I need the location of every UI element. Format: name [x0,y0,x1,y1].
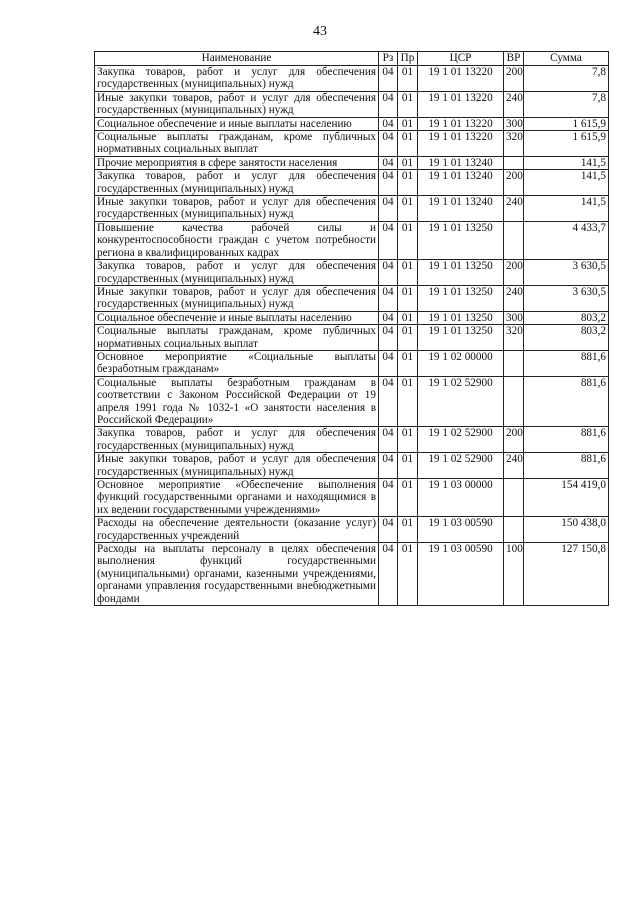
cell-csr: 19 1 02 52900 [418,427,504,453]
cell-name: Расходы на обеспечение деятельности (оказание услуг) государственных учреждений [95,517,379,543]
cell-csr: 19 1 01 13220 [418,117,504,130]
cell-name: Расходы на выплаты персоналу в целях обеспечения выполнения функций государственными (муниципальными) органами, казенными учреждениями, органами управления государственными внебюджетными фондами [95,543,379,606]
cell-vr: 240 [504,196,524,222]
cell-csr: 19 1 01 13220 [418,66,504,92]
cell-name: Социальные выплаты безработным гражданам в соответствии с Законом Российской Федерации от 19 апреля 1991 года № 1032-1 «О занятости населения в Российской Федерации» [95,376,379,427]
cell-vr [504,479,524,517]
cell-pr: 01 [398,376,418,427]
cell-vr: 200 [504,66,524,92]
cell-name: Закупка товаров, работ и услуг для обеспечения государственных (муниципальных) нужд [95,170,379,196]
cell-vr: 320 [504,131,524,157]
cell-sum: 141,5 [524,156,609,169]
cell-csr: 19 1 01 13220 [418,131,504,157]
cell-sum: 150 438,0 [524,517,609,543]
cell-name: Закупка товаров, работ и услуг для обеспечения государственных (муниципальных) нужд [95,66,379,92]
cell-pr: 01 [398,91,418,117]
cell-name: Социальное обеспечение и иные выплаты населению [95,117,379,130]
cell-rz: 04 [379,427,398,453]
header-pr: Пр [398,52,418,66]
cell-csr: 19 1 01 13250 [418,311,504,324]
cell-csr: 19 1 01 13250 [418,221,504,259]
table-row [95,117,609,130]
cell-pr: 01 [398,170,418,196]
cell-vr: 200 [504,170,524,196]
cell-vr: 200 [504,427,524,453]
cell-pr: 01 [398,221,418,259]
table-row [95,221,609,259]
cell-sum: 881,6 [524,376,609,427]
cell-name: Иные закупки товаров, работ и услуг для обеспечения государственных (муниципальных) нужд [95,196,379,222]
cell-rz: 04 [379,170,398,196]
table-row [95,285,609,311]
cell-sum: 141,5 [524,196,609,222]
cell-sum: 127 150,8 [524,543,609,606]
cell-name: Иные закупки товаров, работ и услуг для обеспечения государственных (муниципальных) нужд [95,453,379,479]
header-sum: Сумма [524,52,609,66]
table-row [95,170,609,196]
page-number: 43 [313,24,327,39]
cell-name: Иные закупки товаров, работ и услуг для обеспечения государственных (муниципальных) нужд [95,285,379,311]
cell-vr: 100 [504,543,524,606]
cell-csr: 19 1 01 13240 [418,156,504,169]
cell-rz: 04 [379,156,398,169]
cell-vr: 200 [504,260,524,286]
cell-rz: 04 [379,376,398,427]
header-name: Наименование [95,52,379,66]
cell-name: Основное мероприятие «Обеспечение выполнения функций государственными органами и находящимися в их ведении государственными учреждениями» [95,479,379,517]
cell-csr: 19 1 01 13250 [418,285,504,311]
header-vr: ВР [504,52,524,66]
cell-sum: 1 615,9 [524,117,609,130]
cell-pr: 01 [398,453,418,479]
cell-vr: 300 [504,117,524,130]
cell-pr: 01 [398,311,418,324]
table-row [95,517,609,543]
cell-rz: 04 [379,479,398,517]
cell-vr: 300 [504,311,524,324]
cell-sum: 4 433,7 [524,221,609,259]
cell-pr: 01 [398,350,418,376]
cell-csr: 19 1 01 13220 [418,91,504,117]
cell-name: Закупка товаров, работ и услуг для обеспечения государственных (муниципальных) нужд [95,427,379,453]
cell-csr: 19 1 03 00590 [418,517,504,543]
cell-name: Основное мероприятие «Социальные выплаты безработным гражданам» [95,350,379,376]
table-row [95,350,609,376]
cell-pr: 01 [398,117,418,130]
cell-csr: 19 1 02 52900 [418,376,504,427]
cell-sum: 1 615,9 [524,131,609,157]
cell-csr: 19 1 03 00000 [418,479,504,517]
cell-vr: 320 [504,325,524,351]
cell-sum: 3 630,5 [524,260,609,286]
table-row [95,479,609,517]
cell-name: Социальные выплаты гражданам, кроме публичных нормативных социальных выплат [95,325,379,351]
table-row [95,66,609,92]
cell-sum: 7,8 [524,66,609,92]
cell-csr: 19 1 02 00000 [418,350,504,376]
cell-csr: 19 1 02 52900 [418,453,504,479]
cell-pr: 01 [398,260,418,286]
header-csr: ЦСР [418,52,504,66]
cell-rz: 04 [379,453,398,479]
table-row [95,543,609,606]
table-row [95,427,609,453]
table-row [95,325,609,351]
cell-name: Повышение качества рабочей силы и конкурентоспособности граждан с учетом потребности региона в квалифицированных кадрах [95,221,379,259]
cell-rz: 04 [379,311,398,324]
cell-rz: 04 [379,131,398,157]
cell-sum: 141,5 [524,170,609,196]
cell-pr: 01 [398,479,418,517]
cell-pr: 01 [398,285,418,311]
cell-sum: 3 630,5 [524,285,609,311]
cell-name: Социальное обеспечение и иные выплаты населению [95,311,379,324]
table-row [95,156,609,169]
cell-vr [504,221,524,259]
table-row [95,453,609,479]
cell-sum: 881,6 [524,427,609,453]
cell-rz: 04 [379,117,398,130]
table-row [95,196,609,222]
cell-sum: 803,2 [524,311,609,324]
cell-name: Социальные выплаты гражданам, кроме публичных нормативных социальных выплат [95,131,379,157]
cell-rz: 04 [379,221,398,259]
cell-vr: 240 [504,285,524,311]
cell-pr: 01 [398,66,418,92]
table-row [95,376,609,427]
cell-rz: 04 [379,260,398,286]
cell-rz: 04 [379,350,398,376]
cell-csr: 19 1 01 13250 [418,325,504,351]
cell-sum: 7,8 [524,91,609,117]
cell-pr: 01 [398,325,418,351]
cell-rz: 04 [379,91,398,117]
cell-csr: 19 1 01 13240 [418,170,504,196]
cell-rz: 04 [379,196,398,222]
cell-rz: 04 [379,543,398,606]
cell-pr: 01 [398,156,418,169]
cell-name: Иные закупки товаров, работ и услуг для обеспечения государственных (муниципальных) нужд [95,91,379,117]
cell-pr: 01 [398,131,418,157]
budget-table [94,51,609,606]
cell-vr [504,376,524,427]
table-row [95,311,609,324]
cell-sum: 881,6 [524,350,609,376]
cell-pr: 01 [398,427,418,453]
cell-vr [504,350,524,376]
table-row [95,131,609,157]
cell-pr: 01 [398,543,418,606]
header-row [95,52,609,66]
header-rz: Рз [379,52,398,66]
table-row [95,260,609,286]
cell-rz: 04 [379,66,398,92]
cell-csr: 19 1 01 13250 [418,260,504,286]
cell-rz: 04 [379,325,398,351]
table-row [95,91,609,117]
cell-name: Закупка товаров, работ и услуг для обеспечения государственных (муниципальных) нужд [95,260,379,286]
cell-csr: 19 1 01 13240 [418,196,504,222]
cell-vr: 240 [504,91,524,117]
cell-sum: 154 419,0 [524,479,609,517]
cell-csr: 19 1 03 00590 [418,543,504,606]
cell-rz: 04 [379,517,398,543]
cell-pr: 01 [398,517,418,543]
cell-sum: 881,6 [524,453,609,479]
cell-vr: 240 [504,453,524,479]
cell-sum: 803,2 [524,325,609,351]
cell-rz: 04 [379,285,398,311]
cell-pr: 01 [398,196,418,222]
cell-vr [504,156,524,169]
cell-name: Прочие мероприятия в сфере занятости населения [95,156,379,169]
cell-vr [504,517,524,543]
